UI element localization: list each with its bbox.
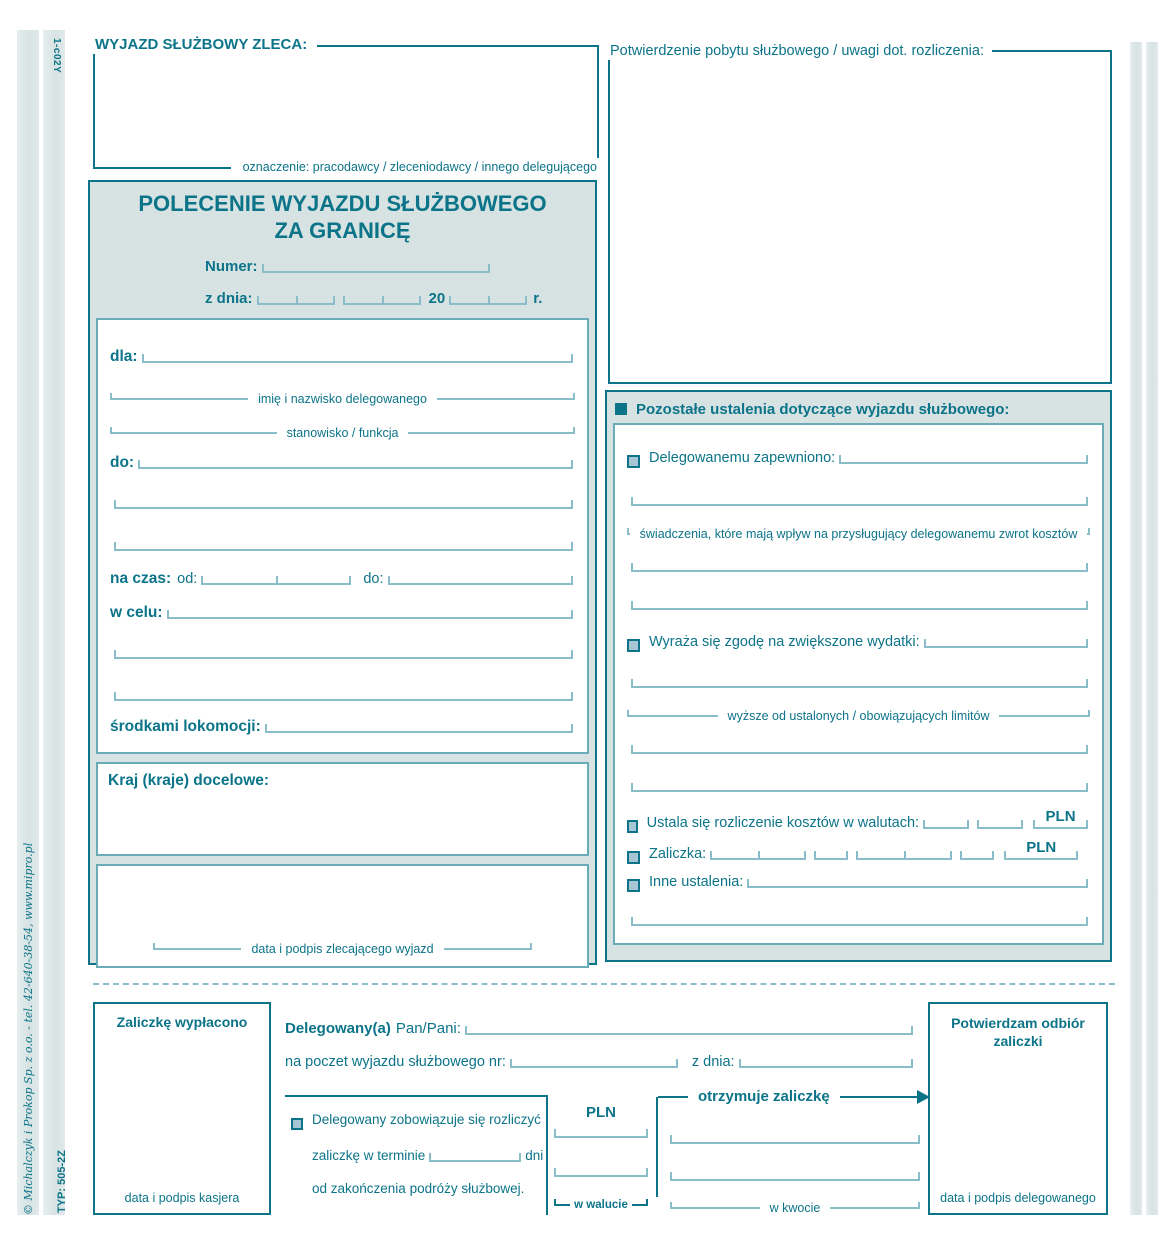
issue-date-label: z dnia: — [205, 290, 253, 307]
w-celu-label: w celu: — [110, 604, 163, 621]
days-field-line — [429, 1151, 521, 1162]
blank-line — [627, 677, 1090, 691]
transport-field-line — [265, 722, 573, 733]
trip-no-line — [510, 1057, 678, 1068]
currency-field-line — [923, 818, 969, 829]
na-czas-label: na czas: — [110, 570, 172, 587]
delegate-label: Pan/Pani: — [395, 1020, 461, 1037]
in-amount-caption: w kwocie — [769, 1201, 821, 1215]
expenses-field-line — [924, 637, 1088, 648]
form-title-line1: POLECENIE WYJAZDU SŁUŻBOWEGO — [138, 191, 547, 216]
arrangements-box — [613, 423, 1104, 945]
expenses-label: Wyraża się zgodę na zwiększone wydatki: — [649, 634, 920, 650]
number-row — [205, 258, 535, 276]
number-label: Numer: — [205, 258, 258, 275]
w-celu-row — [110, 604, 575, 622]
blank-line — [554, 1127, 648, 1138]
checkbox-icon — [627, 851, 640, 864]
orderer-box — [93, 36, 599, 174]
do-label: do: — [110, 454, 135, 471]
number-field-line — [262, 262, 490, 273]
form-title — [90, 190, 595, 244]
advance-row — [627, 840, 1090, 863]
form-title-line2: ZA GRANICĘ — [274, 218, 411, 243]
date-century: 20 — [428, 290, 446, 307]
blank-line — [670, 1133, 920, 1144]
orderer-label: WYJAZD SŁUŻBOWY ZLECA: — [93, 36, 317, 54]
in-amount-caption-row — [670, 1201, 920, 1215]
checkbox-icon — [627, 639, 640, 652]
advance-pln-label: PLN — [1004, 840, 1078, 860]
blank-line — [670, 1170, 920, 1181]
blank-line — [554, 1166, 648, 1177]
checkbox-icon — [627, 820, 638, 833]
dla-label: dla: — [110, 348, 138, 365]
stay-confirmation-box — [608, 43, 1112, 384]
left-edge-strip-2 — [43, 30, 65, 1215]
stay-confirmation-label: Potwierdzenie pobytu służbowego / uwagi dot. rozliczenia: — [608, 42, 992, 60]
issue-date-row — [205, 290, 595, 308]
od-field-line — [201, 574, 351, 585]
position-caption: stanowisko / funkcja — [286, 426, 399, 440]
currency-column — [554, 1104, 648, 1211]
checkbox-icon — [627, 879, 640, 892]
dla-field-line — [142, 352, 573, 363]
arrangements-panel — [605, 390, 1112, 962]
date-year-line — [449, 294, 527, 305]
receives-advance-row — [658, 1088, 930, 1105]
delegate-label-bold: Delegowany(a) — [285, 1020, 391, 1037]
obligation-line2: zaliczkę w terminie dni — [312, 1148, 544, 1163]
transport-row — [110, 718, 575, 736]
blank-line — [110, 540, 575, 554]
order-signature-caption: data i podpis zlecającego wyjazd — [251, 942, 434, 956]
do-field-line — [138, 458, 573, 469]
do2-label: do: — [363, 571, 384, 587]
dla-row — [110, 348, 575, 366]
cut-line — [93, 983, 1115, 985]
currencies-pln-label: PLN — [1033, 809, 1088, 829]
provided-caption: świadczenia, które mają wpływ na przysługujący delegowanemu zwrot kosztów — [639, 527, 1078, 541]
name-caption-row — [110, 392, 575, 406]
receives-advance-label: otrzymuje zaliczkę — [698, 1088, 830, 1105]
obligation-line3: od zakończenia podróży służbowej. — [312, 1181, 525, 1196]
amount-column — [656, 1088, 928, 1215]
trip-date-line — [739, 1057, 913, 1068]
destination-label: Kraj (kraje) docelowe: — [108, 772, 270, 789]
details-box — [96, 318, 589, 754]
arrangements-header: Pozostałe ustalenia dotyczące wyjazdu służbowego: — [636, 401, 1010, 418]
position-caption-row — [110, 426, 575, 440]
expenses-row — [627, 633, 1090, 651]
provided-label: Delegowanemu zapewniono: — [649, 450, 836, 466]
bullet-square-icon — [615, 403, 627, 415]
right-edge-strip-2 — [1146, 42, 1158, 1215]
advance-paid-box — [93, 1002, 271, 1215]
expenses-caption-row — [627, 709, 1090, 723]
blank-line — [627, 915, 1090, 929]
trip-date-label: z dnia: — [691, 1054, 735, 1070]
advance-label: Zaliczka: — [649, 846, 707, 862]
arrangements-header-row — [607, 392, 1110, 418]
blank-line — [110, 498, 575, 512]
delegate-name-line — [465, 1024, 913, 1035]
name-caption: imię i nazwisko delegowanego — [258, 392, 427, 406]
date-day-line — [257, 294, 335, 305]
order-signature-caption-row — [153, 942, 532, 956]
trip-no-label: na poczet wyjazdu służbowego nr: — [285, 1054, 506, 1070]
blank-line — [627, 495, 1090, 509]
publisher-imprint: © Michalczyk i Prokop Sp. z o.o. - tel. 42-640-38-54, www.mipro.pl — [22, 842, 35, 1215]
advance-field-line — [856, 849, 952, 860]
currencies-label: Ustala się rozliczenie kosztów w walutach: — [646, 815, 920, 831]
trip-number-row — [285, 1053, 915, 1071]
obligation-line1: Delegowany zobowiązuje się rozliczyć — [291, 1111, 546, 1129]
currency-field-line — [977, 818, 1023, 829]
delegate-signature-caption: data i podpis delegowanego — [940, 1191, 1096, 1205]
blank-line — [627, 781, 1090, 795]
delegate-row — [285, 1020, 915, 1038]
do2-field-line — [388, 574, 573, 585]
cashier-caption: data i podpis kasjera — [124, 1191, 240, 1205]
od-label: od: — [177, 571, 198, 587]
form-series-code: 1-c02Y — [51, 38, 62, 74]
advance-paid-label: Zaliczkę wypłacono — [116, 1014, 248, 1030]
in-currency-caption: w walucie — [574, 1199, 628, 1211]
checkbox-icon — [627, 455, 640, 468]
advance-field-line — [960, 849, 994, 860]
orderer-caption: oznaczenie: pracodawcy / zleceniodawcy / innego delegującego — [231, 158, 599, 176]
receipt-confirmation-label: Potwierdzam odbiór zaliczki — [951, 1015, 1085, 1049]
in-currency-caption-row — [554, 1199, 648, 1211]
right-edge-strip-1 — [1130, 42, 1142, 1215]
receipt-confirmation-box — [928, 1002, 1108, 1215]
provided-caption-row — [627, 527, 1090, 541]
other-field-line — [747, 877, 1088, 888]
do-row — [110, 454, 575, 472]
expenses-caption: wyższe od ustalonych / obowiązujących limitów — [727, 709, 990, 723]
pln-label: PLN — [586, 1104, 616, 1121]
order-panel — [88, 180, 597, 965]
transport-label: środkami lokomocji: — [110, 718, 261, 735]
na-czas-row — [110, 570, 575, 588]
destination-box — [96, 762, 589, 856]
other-label: Inne ustalenia: — [649, 874, 744, 890]
provided-field-line — [839, 453, 1088, 464]
date-year-suffix: r. — [533, 290, 543, 307]
currencies-row — [627, 809, 1090, 832]
date-month-line — [343, 294, 421, 305]
other-row — [627, 873, 1090, 891]
blank-line — [110, 648, 575, 662]
w-celu-field-line — [167, 608, 573, 619]
blank-line — [627, 743, 1090, 757]
blank-line — [627, 599, 1090, 613]
checkbox-icon — [291, 1118, 303, 1130]
obligation-box — [285, 1095, 548, 1215]
blank-line — [627, 561, 1090, 575]
order-signature-box — [96, 864, 589, 968]
provided-row — [627, 449, 1090, 467]
form-type-code: TYP: 505-2Z — [56, 1150, 68, 1213]
advance-field-line — [710, 849, 806, 860]
blank-line — [110, 690, 575, 704]
advance-field-line — [814, 849, 848, 860]
